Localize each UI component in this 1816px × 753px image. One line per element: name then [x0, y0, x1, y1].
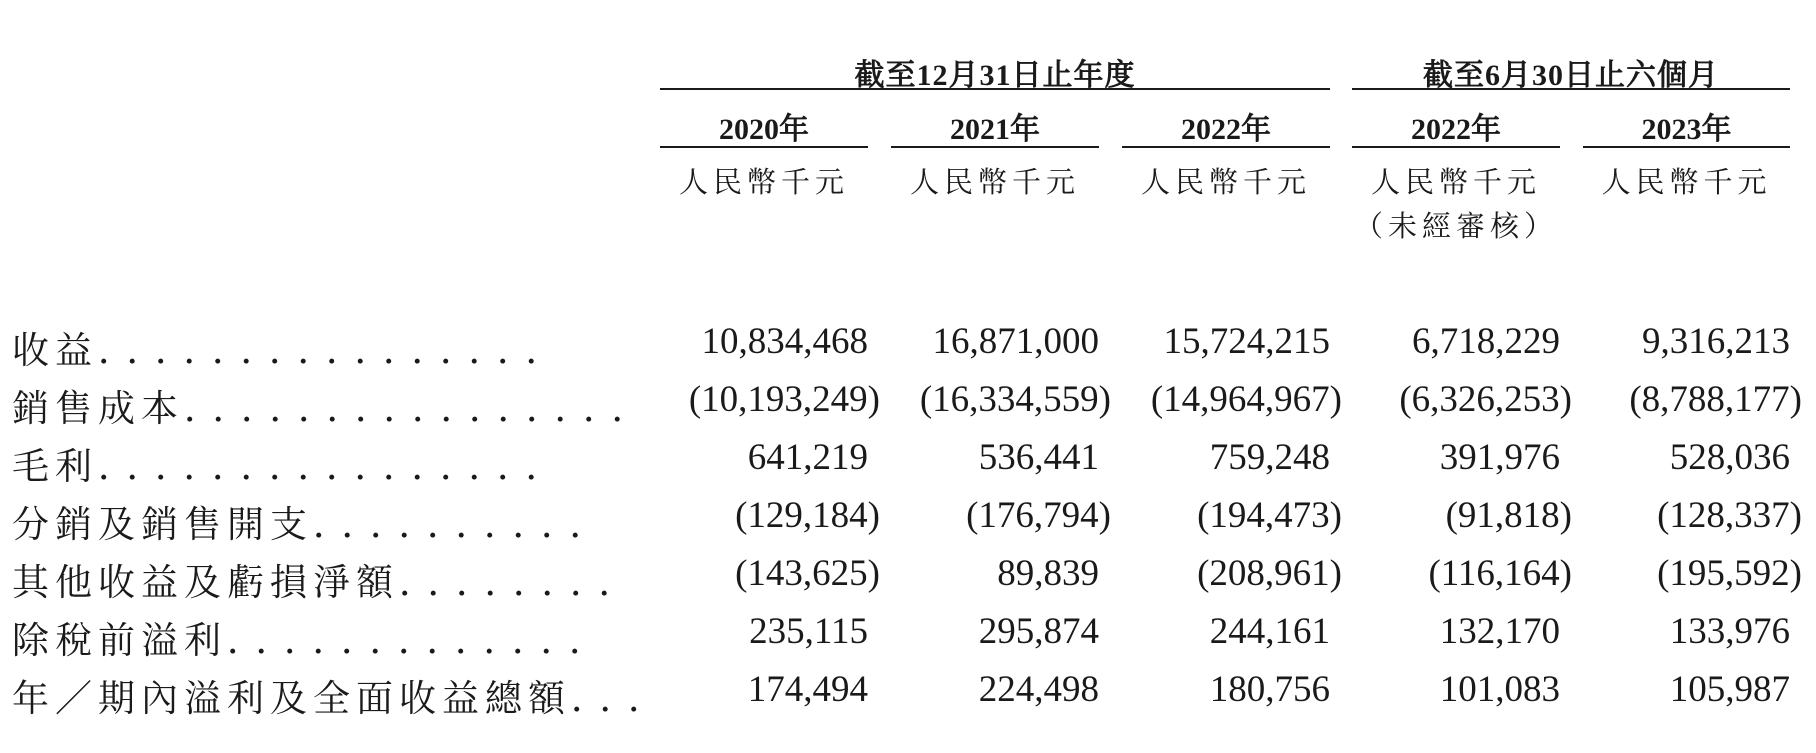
- row-label-profit-before-tax: [12, 610, 652, 664]
- column-rule-2023: [1583, 146, 1790, 148]
- cell-revenue-2022: 15,724,215: [1163, 321, 1330, 362]
- leader-dots: ．．．．．．．．．．: [313, 505, 617, 546]
- cell-other-gains-losses-2020: (143,625): [735, 553, 880, 594]
- leader-dots: ．．．．．．．．: [399, 563, 646, 604]
- group-rule-annual: [660, 88, 1330, 90]
- leader-dots: ．．．．．．．．．．．．．．．．: [184, 389, 659, 430]
- cell-other-gains-losses-2021: 89,839: [997, 553, 1099, 594]
- cell-other-gains-losses-2022-interim: (116,164): [1428, 553, 1572, 594]
- cell-cost-of-sales-2021: (16,334,559): [919, 379, 1111, 420]
- group-header-annual: 截至12月31日止年度: [854, 59, 1136, 92]
- cell-profit-before-tax-2021: 295,874: [978, 611, 1099, 652]
- column-rule-2020: [660, 146, 868, 148]
- column-unit-2023: 人民幣千元: [1601, 167, 1772, 199]
- row-label-text: 其他收益及虧損淨額: [12, 563, 399, 604]
- leader-dots: ．．．．．．．．．．．．．．．．: [98, 447, 573, 488]
- leader-dots: ．．．．．．．．．．．．．: [227, 621, 616, 662]
- cell-distribution-expenses-2021: (176,794): [966, 495, 1111, 536]
- cell-total-comprehensive-income-2022: 180,756: [1209, 669, 1330, 710]
- cell-revenue-2021: 16,871,000: [932, 321, 1099, 362]
- group-rule-interim: [1352, 88, 1790, 90]
- column-unit-2020: 人民幣千元: [678, 167, 849, 199]
- column-year-2023: 2023年: [1641, 113, 1732, 146]
- row-label-distribution-expenses: [12, 494, 652, 548]
- cell-profit-before-tax-2023: 133,976: [1669, 611, 1790, 652]
- column-unit-2021: 人民幣千元: [909, 167, 1080, 199]
- row-label-revenue: [12, 320, 652, 374]
- cell-revenue-2020: 10,834,468: [701, 321, 868, 362]
- row-label-cost-of-sales: [12, 378, 659, 432]
- cell-gross-profit-2022: 759,248: [1209, 437, 1330, 478]
- cell-total-comprehensive-income-2023: 105,987: [1669, 669, 1790, 710]
- row-label-text: 年／期內溢利及全面收益總額: [12, 679, 571, 720]
- cell-gross-profit-2021: 536,441: [978, 437, 1099, 478]
- leader-dots: ．．．．．．．．．．．．．．．．: [98, 331, 573, 372]
- cell-revenue-2022-interim: 6,718,229: [1412, 321, 1560, 362]
- cell-revenue-2023: 9,316,213: [1642, 321, 1790, 362]
- column-note-unaudited: （未經審核）: [1353, 211, 1558, 243]
- column-rule-2022-interim: [1352, 146, 1560, 148]
- cell-other-gains-losses-2022: (208,961): [1197, 553, 1342, 594]
- cell-distribution-expenses-2020: (129,184): [735, 495, 880, 536]
- row-label-total-comprehensive-income: [12, 668, 675, 722]
- cell-cost-of-sales-2022: (14,964,967): [1150, 379, 1342, 420]
- cell-total-comprehensive-income-2021: 224,498: [978, 669, 1099, 710]
- cell-distribution-expenses-2022-interim: (91,818): [1445, 495, 1572, 536]
- column-year-2021: 2021年: [950, 113, 1040, 146]
- cell-other-gains-losses-2023: (195,592): [1657, 553, 1802, 594]
- cell-total-comprehensive-income-2020: 174,494: [747, 669, 868, 710]
- cell-gross-profit-2020: 641,219: [747, 437, 868, 478]
- row-label-text: 收益: [12, 331, 98, 372]
- cell-cost-of-sales-2023: (8,788,177): [1629, 379, 1802, 420]
- cell-profit-before-tax-2020: 235,115: [749, 611, 868, 652]
- column-unit-2022: 人民幣千元: [1140, 167, 1311, 199]
- cell-distribution-expenses-2022: (194,473): [1197, 495, 1342, 536]
- column-rule-2022: [1122, 146, 1330, 148]
- group-header-interim: 截至6月30日止六個月: [1423, 59, 1719, 92]
- cell-cost-of-sales-2020: (10,193,249): [688, 379, 880, 420]
- cell-total-comprehensive-income-2022-interim: 101,083: [1439, 669, 1560, 710]
- cell-gross-profit-2022-interim: 391,976: [1439, 437, 1560, 478]
- row-label-text: 除稅前溢利: [12, 621, 227, 662]
- row-label-other-gains-losses: [12, 552, 652, 606]
- column-year-2022: 2022年: [1181, 113, 1271, 146]
- cell-profit-before-tax-2022: 244,161: [1209, 611, 1330, 652]
- cell-cost-of-sales-2022-interim: (6,326,253): [1399, 379, 1572, 420]
- leader-dots: ．．．: [571, 679, 675, 720]
- row-label-text: 毛利: [12, 447, 98, 488]
- column-year-2022-interim: 2022年: [1411, 113, 1501, 146]
- cell-gross-profit-2023: 528,036: [1669, 437, 1790, 478]
- cell-distribution-expenses-2023: (128,337): [1657, 495, 1802, 536]
- cell-profit-before-tax-2022-interim: 132,170: [1439, 611, 1560, 652]
- row-label-text: 分銷及銷售開支: [12, 505, 313, 546]
- column-unit-2022-interim: 人民幣千元: [1370, 167, 1541, 199]
- column-year-2020: 2020年: [719, 113, 809, 146]
- row-label-text: 銷售成本: [12, 389, 184, 430]
- row-label-gross-profit: [12, 436, 652, 490]
- column-rule-2021: [891, 146, 1099, 148]
